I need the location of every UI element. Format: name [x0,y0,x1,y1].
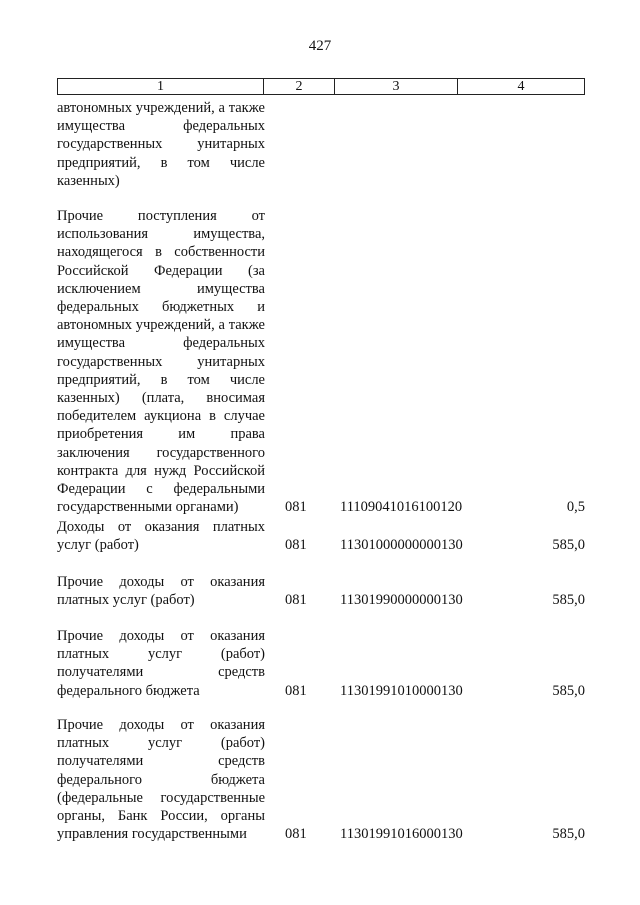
row-amount: 585,0 [552,537,585,554]
row-amount: 585,0 [552,682,585,699]
header-col-2: 2 [264,79,335,94]
table-row [57,627,585,700]
row-description: автономных учреждений, а также имущества федеральных государственных унитарных предприятий, в том числе казенных) [57,100,265,189]
row-code: 081 [285,499,307,516]
header-col-4: 4 [517,79,525,94]
row-kbk: 11301990000000130 [340,592,463,609]
table-row [57,99,585,190]
row-description: Прочие доходы от оказания платных услуг (работ) получателями средств федерального бюджета [57,628,265,699]
header-col-1: 1 [58,79,264,94]
table-row [57,716,585,843]
header-col-3: 3 [335,79,458,94]
row-code: 081 [285,592,307,609]
row-description: Прочие доходы от оказания платных услуг (работ) получателями средств федерального бюджета (федеральные государственные органы, Банк России, органы управления государственными [57,717,265,843]
row-code: 081 [285,826,307,843]
row-kbk: 11301991010000130 [340,682,463,699]
row-kbk: 11301991016000130 [340,826,463,843]
table-row [57,518,585,554]
row-code: 081 [285,682,307,699]
row-amount: 585,0 [552,826,585,843]
row-amount: 0,5 [566,499,585,516]
table-header [57,78,585,95]
row-kbk: 11109041016100120 [340,499,463,516]
row-description: Доходы от оказания платных услуг (работ) [57,519,265,554]
row-amount: 585,0 [552,592,585,609]
row-description: Прочие поступления от использования имущества, находящегося в собственности Российской Федерации (за исключением имущества федеральных бюджетных и автономных учреждений, а также имущества федеральных государственных унитарных предприятий, в том числе казенных) (плата, вносимая победителем аукциона в случае приобретения им права заключения государственного контракта для нужд Российской Федерации с федеральными государственными органами) [57,208,265,516]
row-kbk: 11301000000000130 [340,537,463,554]
row-code: 081 [285,537,307,554]
table-row [57,573,585,609]
row-description: Прочие доходы от оказания платных услуг (работ) [57,574,265,609]
page-number: 427 [308,38,332,54]
table-row [57,207,585,516]
